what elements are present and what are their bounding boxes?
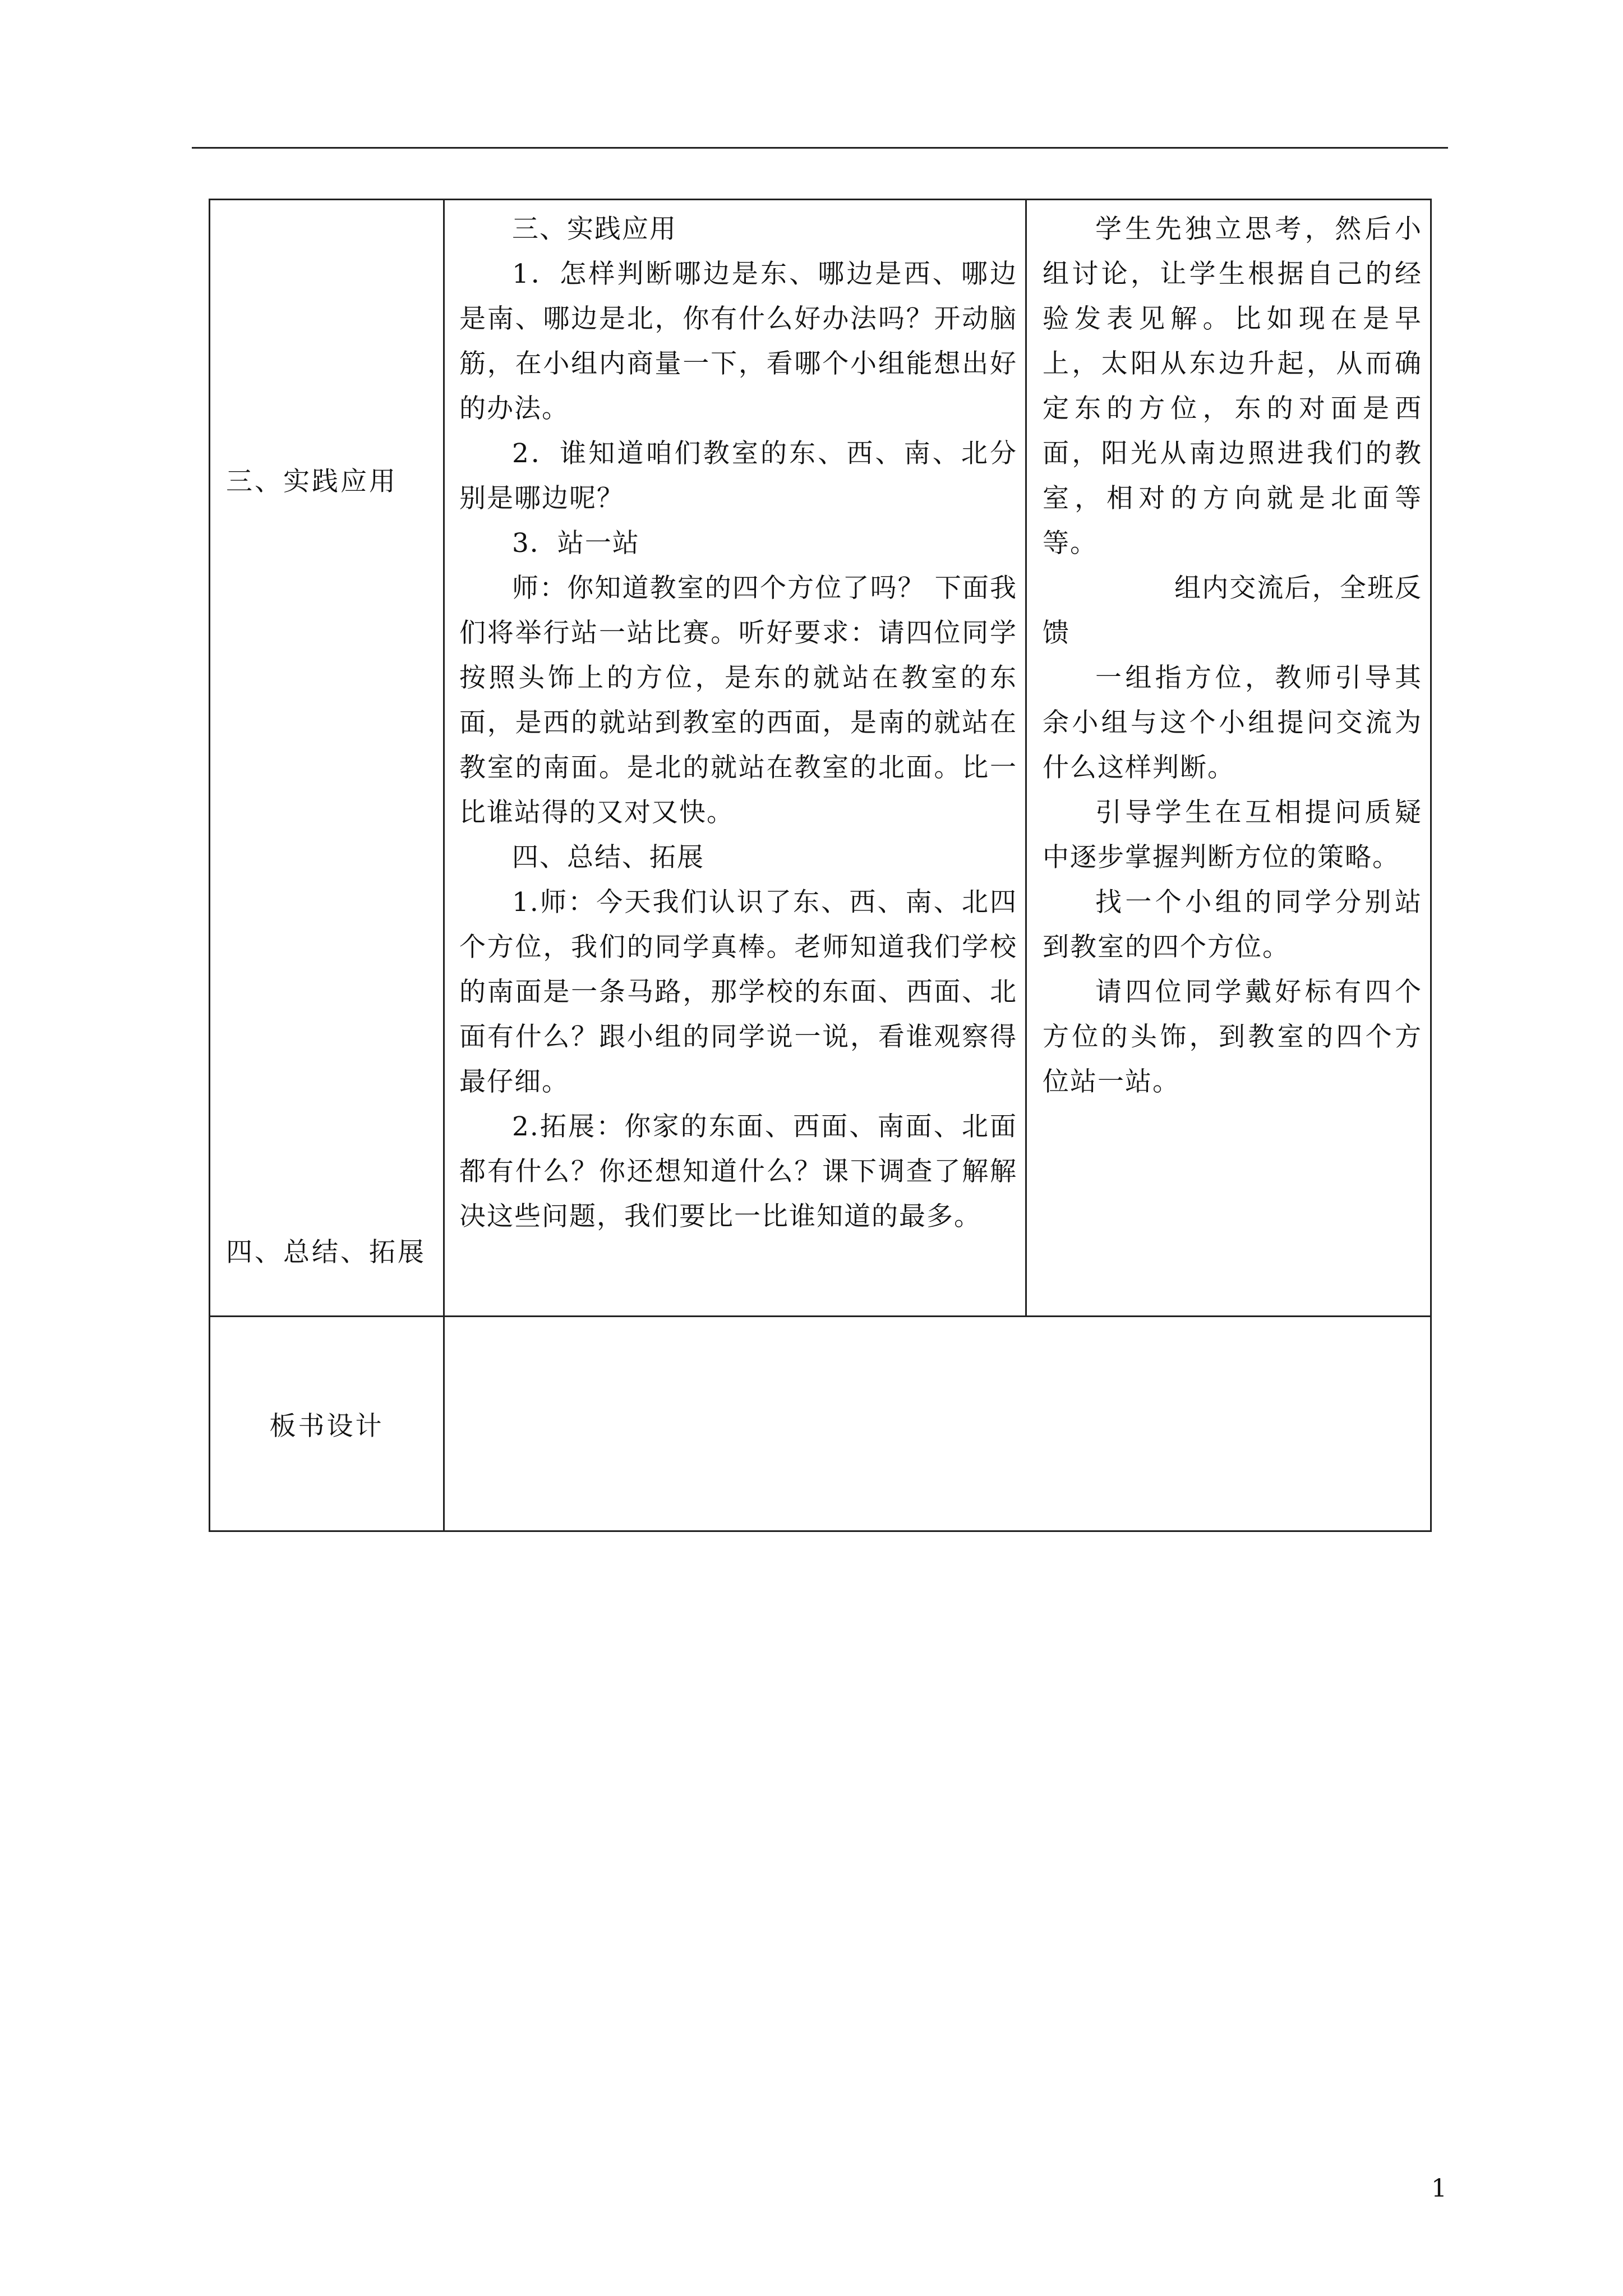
notes-paragraph: 找一个小组的同学分别站到教室的四个方位。 <box>1043 887 1422 963</box>
table-row <box>210 1317 1431 1531</box>
content-paragraph: 1．怎样判断哪边是东、哪边是西、哪边是南、哪边是北，你有什么好办法吗？开动脑筋，在小组内商量一下，看哪个小组能想出好的办法。 <box>459 259 1017 424</box>
table-row <box>210 200 1431 1317</box>
student-activity-cell <box>1026 200 1431 1317</box>
stage-label-cell <box>210 200 444 1317</box>
board-design-content <box>444 1317 1431 1531</box>
content-paragraph: 3．站一站 <box>512 528 640 559</box>
stage-label-summary: 四、总结、拓展 <box>226 1237 426 1268</box>
teaching-content-cell <box>444 200 1026 1317</box>
notes-paragraph: 一组指方位，教师引导其余小组与这个小组提问交流为什么这样判断。 <box>1043 662 1422 783</box>
notes-paragraph: 组内交流后，全班反馈 <box>1043 573 1422 648</box>
board-design-label: 板书设计 <box>210 1317 444 1531</box>
content-paragraph: 1.师：今天我们认识了东、西、南、北四个方位，我们的同学真棒。老师知道我们学校的南面是一条马路，那学校的东面、西面、北面有什么？跟小组的同学说一说，看谁观察得最仔细。 <box>459 887 1017 1097</box>
content-paragraph: 2.拓展：你家的东面、西面、南面、北面都有什么？你还想知道什么？课下调查了解解决这些问题，我们要比一比谁知道的最多。 <box>459 1111 1017 1232</box>
notes-paragraph: 引导学生在互相提问质疑中逐步掌握判断方位的策略。 <box>1043 797 1422 873</box>
stage-label-practice: 三、实践应用 <box>226 466 398 497</box>
page-number: 1 <box>1431 2174 1447 2203</box>
header-rule <box>192 147 1448 149</box>
content-paragraph: 师：你知道教室的四个方位了吗？ 下面我们将举行站一站比赛。听好要求：请四位同学按照头饰上的方位，是东的就站在教室的东面，是西的就站到教室的西面，是南的就站在教室的南面。是北的就站在教室的北面。比一比谁站得的又对又快。 <box>459 573 1017 828</box>
content-paragraph: 2．谁知道咱们教室的东、西、南、北分别是哪边呢？ <box>459 438 1017 514</box>
lesson-plan-table <box>209 199 1432 1532</box>
content-heading-practice: 三、实践应用 <box>512 214 677 245</box>
notes-paragraph: 请四位同学戴好标有四个方位的头饰，到教室的四个方位站一站。 <box>1043 977 1422 1097</box>
notes-paragraph: 学生先独立思考，然后小组讨论，让学生根据自己的经验发表见解。比如现在是早上，太阳从东边升起，从而确定东的方位，东的对面是西面，阳光从南边照进我们的教室，相对的方向就是北面等等。 <box>1043 214 1422 559</box>
content-heading-summary: 四、总结、拓展 <box>512 842 704 873</box>
